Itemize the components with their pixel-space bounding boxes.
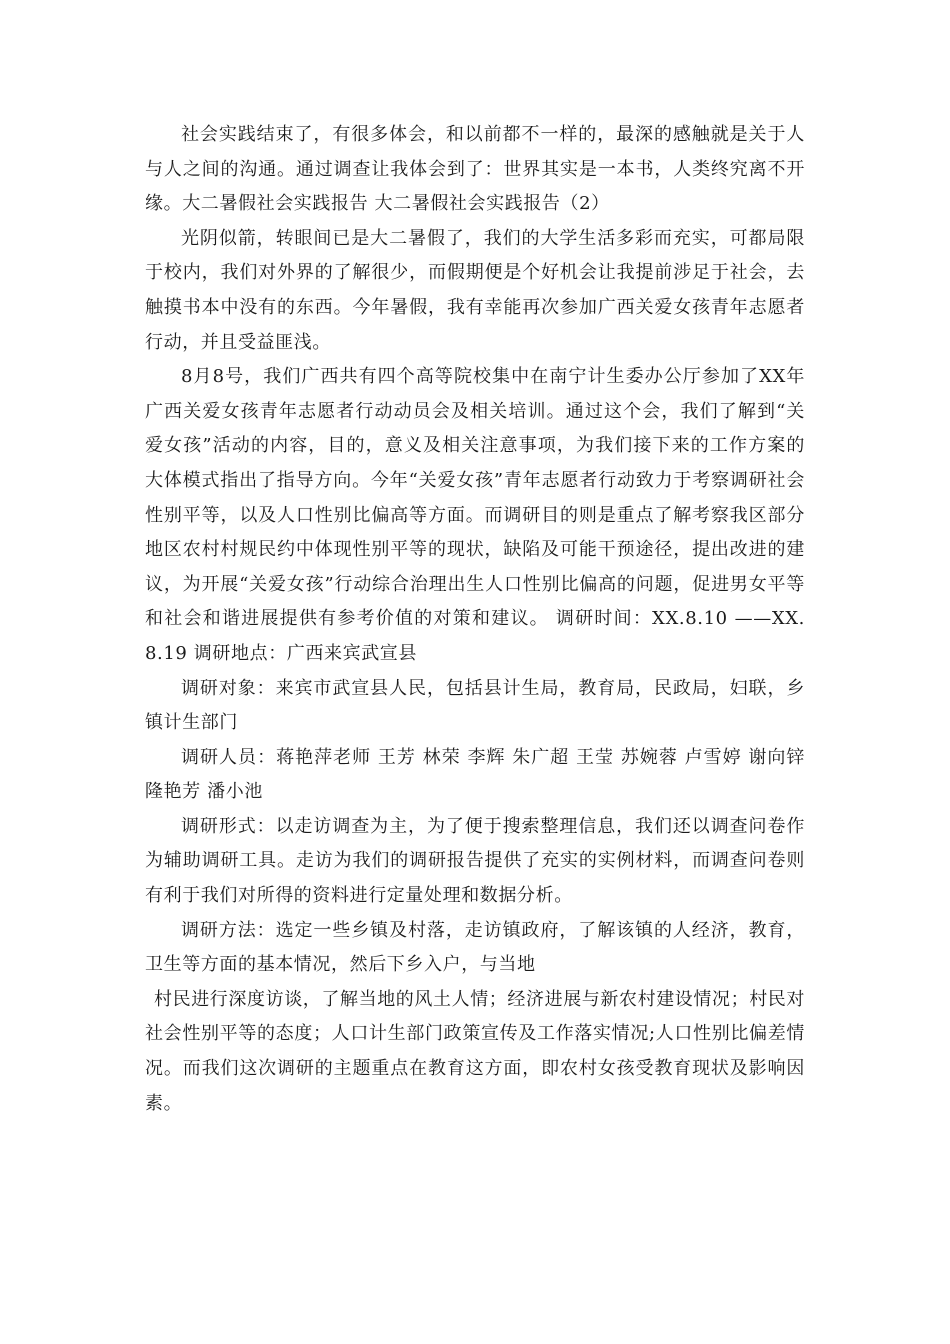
paragraph-5: 调研人员：蒋艳萍老师 王芳 林荣 李辉 朱广超 王莹 苏婉蓉 卢雪婷 谢向锌隆艳芳 潘小池 — [145, 746, 805, 803]
paragraph-8: 村民进行深度访谈，了解当地的风土人情；经济进展与新农村建设情况；村民对社会性别平等的态度；人口计生部门政策宣传及工作落实情况;人口性别比偏差情况。而我们这次调研的主题重点在教育这方面，即农村女孩受教育现状及影响因素。 — [145, 988, 805, 1114]
paragraph-2: 光阴似箭，转眼间已是大二暑假了，我们的大学生活多彩而充实，可都局限于校内，我们对外界的了解很少，而假期便是个好机会让我提前涉足于社会，去触摸书本中没有的东西。今年暑假，我有幸能再次参加广西关爱女孩青年志愿者行动，并且受益匪浅。 — [145, 227, 805, 353]
paragraph-1: 社会实践结束了，有很多体会，和以前都不一样的，最深的感触就是关于人与人之间的沟通。通过调查让我体会到了：世界其实是一本书，人类终究离不开缘。大二暑假社会实践报告 大二暑假社会实践报告（2） — [145, 124, 805, 215]
paragraph-6: 调研形式：以走访调查为主，为了便于搜索整理信息，我们还以调查问卷作为辅助调研工具。走访为我们的调研报告提供了充实的实例材料，而调查问卷则有利于我们对所得的资料进行定量处理和数据分析。 — [145, 815, 805, 907]
paragraph-7: 调研方法：选定一些乡镇及村落，走访镇政府，了解该镇的人经济，教育，卫生等方面的基本情况，然后下乡入户，与当地 — [145, 919, 805, 976]
paragraph-3: 8月8号，我们广西共有四个高等院校集中在南宁计生委办公厅参加了XX年广西关爱女孩青年志愿者行动动员会及相关培训。通过这个会，我们了解到“关爱女孩”活动的内容，目的，意义及相关注意事项，为我们接下来的工作方案的大体模式指出了指导方向。今年“关爱女孩”青年志愿者行动致力于考察调研社会性别平等，以及人口性别比偏高等方面。而调研目的则是重点了解考察我区部分地区农村村规民约中体现性别平等的现状，缺陷及可能干预途径，提出改进的建议，为开展“关爱女孩”行动综合治理出生人口性别比偏高的问题，促进男女平等和社会和谐进展提供有参考价值的对策和建议。 调研时间：XX.8.10 ——XX.8.19 调研地点：广西来宾武宣县 — [145, 366, 805, 664]
document-body — [145, 118, 805, 1121]
paragraph-4: 调研对象：来宾市武宣县人民，包括县计生局，教育局，民政局，妇联，乡镇计生部门 — [145, 677, 805, 734]
